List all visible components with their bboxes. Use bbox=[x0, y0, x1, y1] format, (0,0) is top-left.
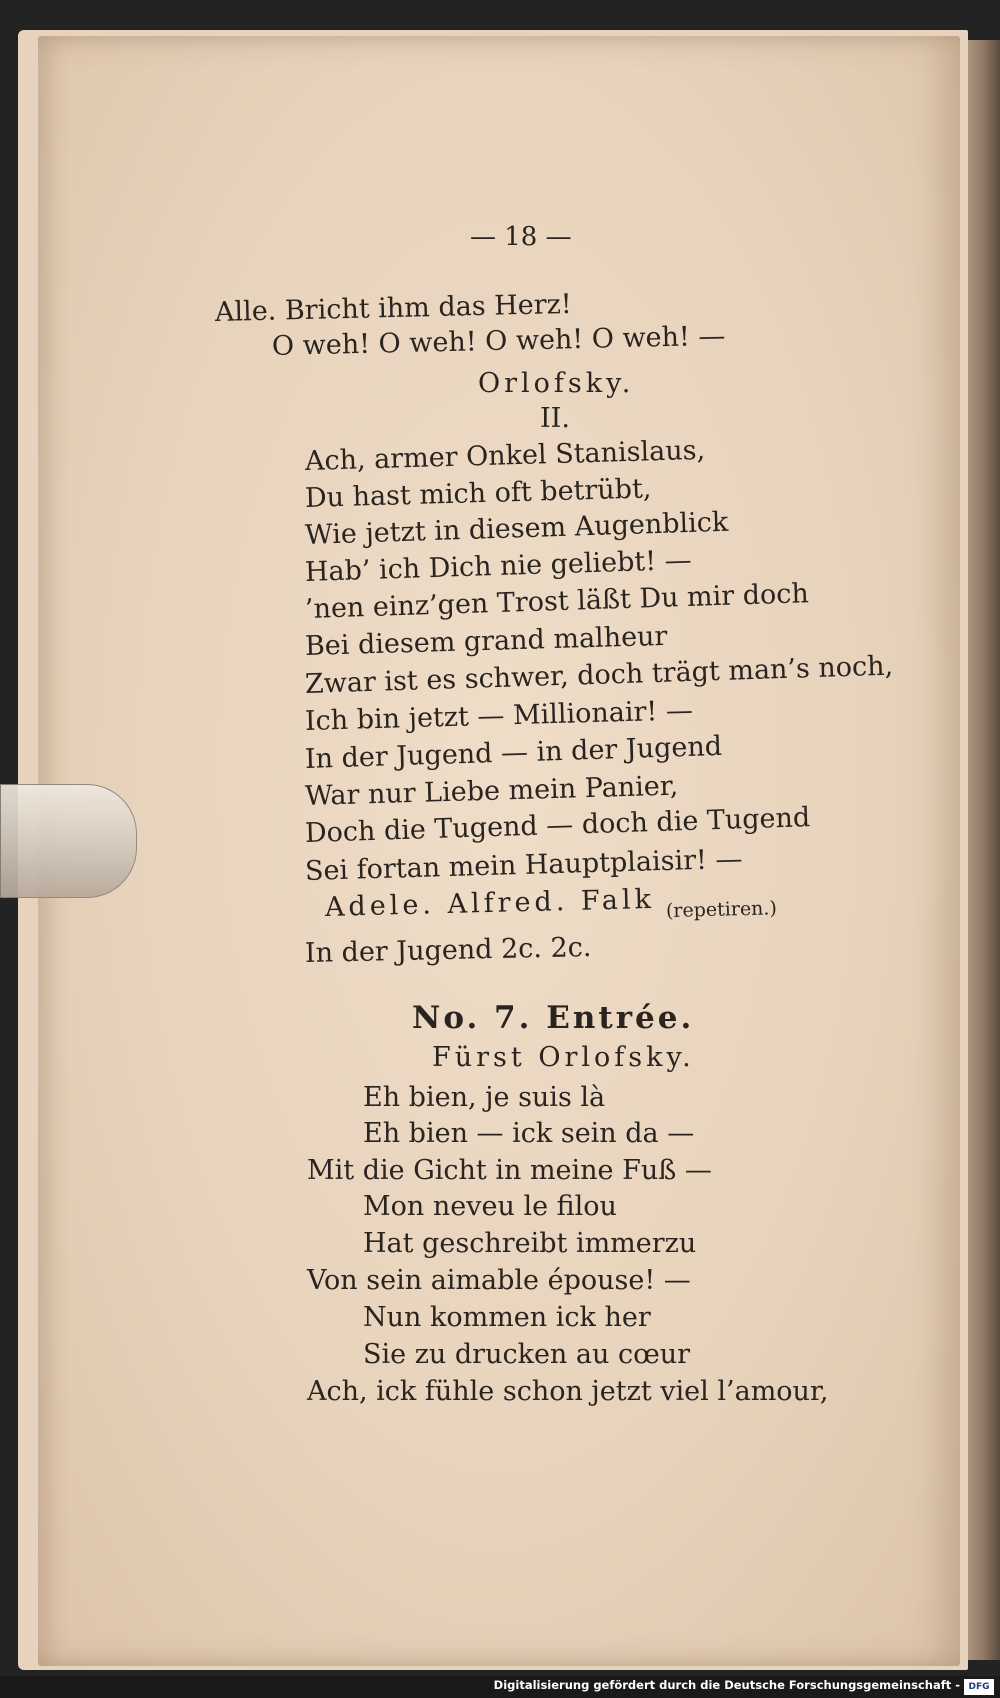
text-line: Wie jetzt in diesem Augenblick bbox=[304, 506, 729, 551]
text-line: Sie zu drucken au cœur bbox=[363, 1339, 691, 1370]
text-line: Ach, armer Onkel Stanislaus, bbox=[304, 434, 706, 477]
text-line: ’nen einz’gen Trost läßt Du mir doch bbox=[304, 578, 810, 625]
text-line: In der Jugend — in der Jugend bbox=[304, 730, 723, 775]
text-line: Nun kommen ick her bbox=[363, 1302, 651, 1333]
speaker-name: Orlofsky. bbox=[478, 368, 635, 399]
text-line: Mit die Gicht in meine Fuß — bbox=[307, 1155, 712, 1186]
text-line: Doch die Tugend — doch die Tugend bbox=[304, 802, 811, 849]
bookmark-strip bbox=[0, 784, 137, 898]
text-line: Du hast mich oft betrübt, bbox=[304, 473, 652, 514]
text-line: Bei diesem grand malheur bbox=[304, 620, 668, 662]
text-line: Eh bien, je suis là bbox=[363, 1082, 606, 1113]
text-line: In der Jugend 2c. 2c. bbox=[304, 932, 592, 969]
text-line: Zwar ist es schwer, doch trägt man’s noch, bbox=[304, 650, 894, 700]
text-line: O weh! O weh! O weh! O weh! — bbox=[271, 320, 726, 362]
speaker-names: Adele. Alfred. Falk bbox=[324, 883, 656, 923]
text-line: Ich bin jetzt — Millionair! — bbox=[304, 695, 694, 737]
verse-number: II. bbox=[540, 403, 570, 434]
text-line: War nur Liebe mein Panier, bbox=[304, 770, 679, 812]
text-line: Hat geschreibt immerzu bbox=[363, 1228, 697, 1259]
text-line: Ach, ick fühle schon jetzt viel l’amour, bbox=[307, 1376, 829, 1407]
stage-direction: (repetiren.) bbox=[665, 897, 778, 922]
text-line: Alle. Bricht ihm das Herz! bbox=[214, 288, 573, 328]
dfg-logo-icon: DFG bbox=[964, 1679, 994, 1695]
speaker-name: Fürst Orlofsky. bbox=[432, 1042, 695, 1073]
text-line: Hab’ ich Dich nie geliebt! — bbox=[304, 544, 693, 588]
footer-credit: Digitalisierung gefördert durch die Deutsche Forschungsgemeinschaft - bbox=[493, 1678, 960, 1692]
text-line: Eh bien — ick sein da — bbox=[363, 1118, 695, 1149]
text-line: Von sein aimable épouse! — bbox=[307, 1265, 691, 1296]
text-line: Mon neveu le filou bbox=[363, 1191, 617, 1222]
page-number: — 18 — bbox=[470, 222, 572, 252]
section-heading: No. 7. Entrée. bbox=[412, 1000, 695, 1036]
text-line: Sei fortan mein Hauptplaisir! — bbox=[304, 843, 743, 887]
